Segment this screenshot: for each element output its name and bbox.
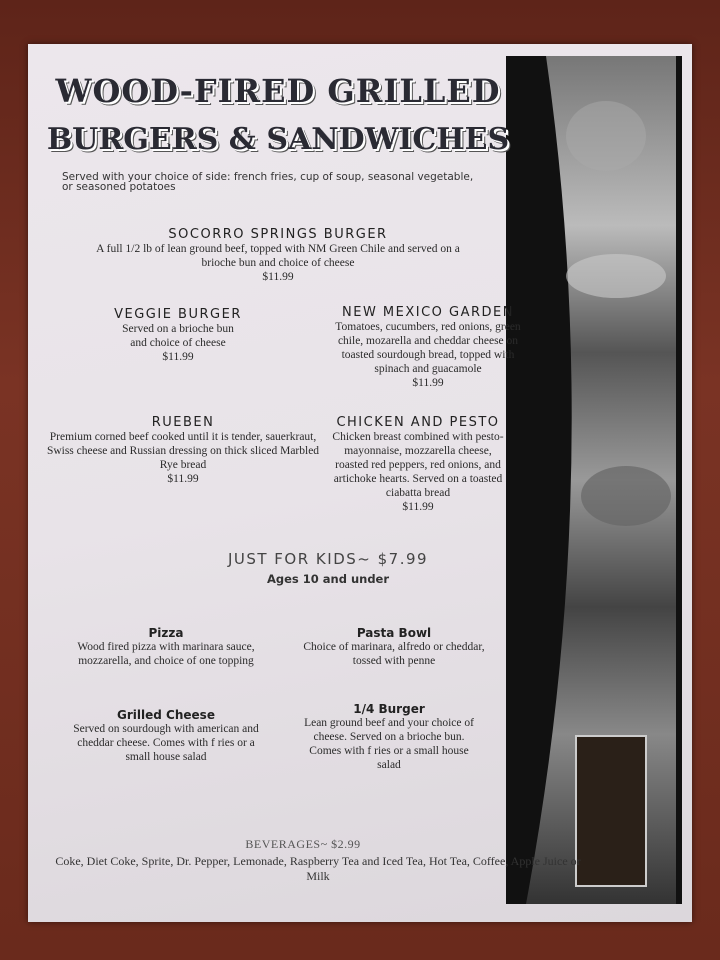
item-desc: Tomatoes, cucumbers, red onions, green chile, mozarella and cheddar cheese on toasted sourdough bread, topped with spinach and guacamole: [335, 321, 521, 375]
beverages-title: BEVERAGES~ $2.99: [245, 837, 361, 851]
item-name: Grilled Cheese: [117, 708, 215, 722]
item-name: VEGGIE BURGER: [114, 307, 242, 322]
item-name: SOCORRO SPRINGS BURGER: [168, 227, 388, 242]
item-price: $11.99: [262, 271, 294, 283]
item-price: $11.99: [412, 377, 444, 389]
item-desc: Chicken breast combined with pesto-mayonnaise, mozzarella cheese, roasted red peppers, red onions, and artichoke hearts. Served on a toasted ciabatta bread: [332, 431, 504, 499]
menu-item: [328, 416, 508, 514]
kids-section-title: JUST FOR KIDS~ $7.99: [227, 550, 429, 568]
item-name: RUEBEN: [151, 415, 215, 430]
item-desc: Served on sourdough with american and cheddar cheese. Comes with f ries or a small house salad: [73, 723, 259, 763]
kids-item: [296, 626, 492, 668]
kids-item: [64, 626, 268, 668]
food-photo-strip: [506, 56, 682, 904]
menu-item: [58, 228, 498, 284]
kids-section-subtitle: Ages 10 and under: [266, 572, 390, 586]
item-name: Pasta Bowl: [356, 626, 432, 640]
item-name: 1/4 Burger: [353, 702, 425, 716]
item-price: $11.99: [402, 501, 434, 513]
item-desc: Wood fired pizza with marinara sauce, mozzarella, and choice of one topping: [77, 641, 255, 667]
item-price: $11.99: [162, 351, 194, 363]
item-desc: Premium corned beef cooked until it is tender, sauerkraut, Swiss cheese and Russian dressing on thick sliced Marbled Rye bread: [46, 431, 320, 471]
item-price: $11.99: [167, 473, 199, 485]
item-desc: A full 1/2 lb of lean ground beef, topped with NM Green Chile and served on a brioche bun and choice of cheese: [96, 243, 460, 269]
item-name: CHICKEN AND PESTO: [336, 415, 500, 430]
sides-note: Served with your choice of side: french fries, cup of soup, seasonal vegetable, or seasoned potatoes: [62, 171, 474, 193]
item-desc: Served on a brioche bun and choice of cheese: [122, 323, 234, 349]
menu-item: [38, 416, 328, 486]
item-name: NEW MEXICO GARDEN: [342, 305, 514, 320]
menu-title-line1: WOOD-FIRED GRILLED: [55, 72, 501, 110]
menu-item: [98, 308, 258, 364]
item-desc: Choice of marinara, alfredo or cheddar, tossed with penne: [303, 641, 485, 667]
kids-item: [64, 708, 268, 764]
menu-page: [28, 44, 692, 922]
menu-item: [328, 306, 528, 390]
item-desc: Lean ground beef and your choice of cheese. Served on a brioche bun. Comes with f ries or a small house salad: [304, 717, 474, 771]
menu-title-line2: BURGERS & SANDWICHES: [46, 122, 510, 157]
kids-item: [304, 702, 474, 772]
beverages-list: Coke, Diet Coke, Sprite, Dr. Pepper, Lemonade, Raspberry Tea and Iced Tea, Hot Tea, Coffee, Apple Juice or Milk: [55, 854, 581, 883]
item-name: Pizza: [148, 626, 184, 640]
